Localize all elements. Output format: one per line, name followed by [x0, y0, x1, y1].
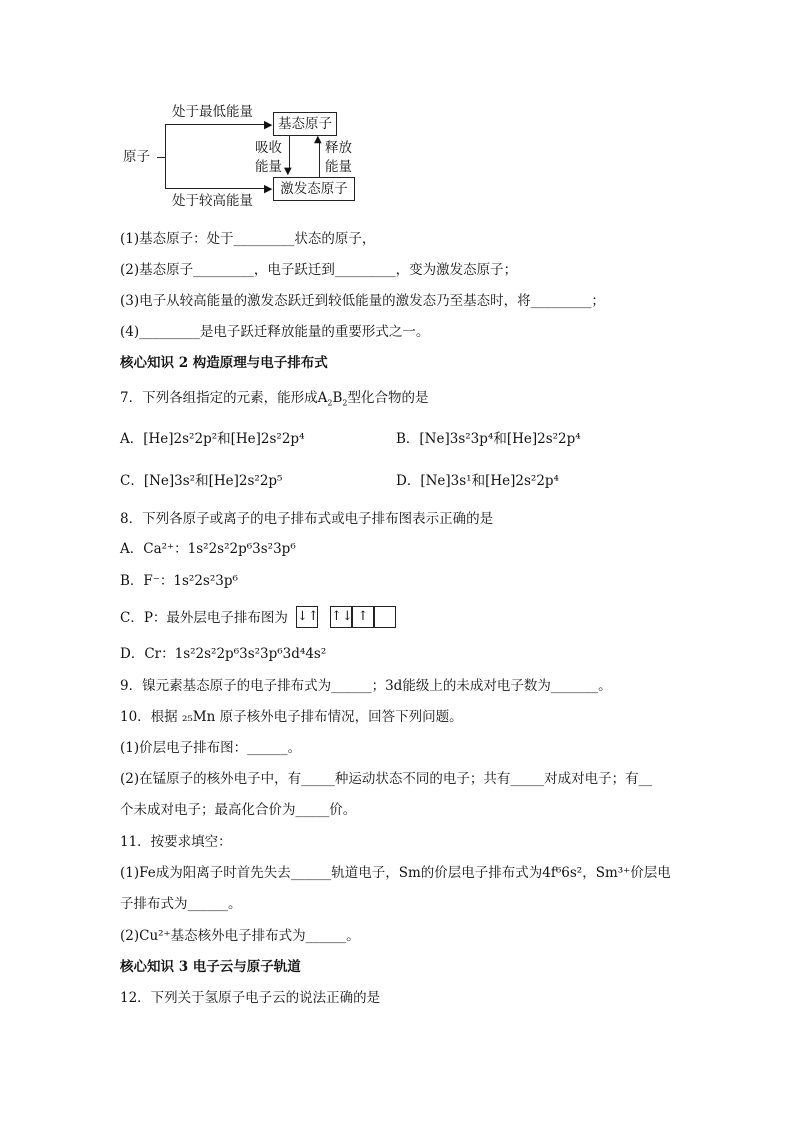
- q8-option-b: B．F⁻：1s²2s²3p⁶: [120, 573, 238, 589]
- q7-option-b: B．[Ne]3s²3p⁴和[He]2s²2p⁴: [396, 431, 581, 447]
- connector-top-line: [165, 124, 268, 125]
- q7-stem: [120, 390, 428, 408]
- section-3-title: 核心知识 3 电子云与原子轨道: [120, 959, 301, 975]
- diagram-bottom-label: 处于较高能量: [172, 193, 253, 209]
- q8-option-c: C．P：最外层电子排布图为: [120, 610, 288, 626]
- fill-in-4: (4)_________是电子跃迁释放能量的重要形式之一。: [120, 324, 430, 340]
- diagram-source-label: 原子: [123, 149, 150, 165]
- q7-option-c: C．[Ne]3s²和[He]2s²2p⁵: [120, 473, 283, 489]
- fill-in-1: (1)基态原子：处于_________状态的原子，: [120, 231, 376, 247]
- section-2-title: 核心知识 2 构造原理与电子排布式: [120, 355, 328, 371]
- fill-in-3: (3)电子从较高能量的激发态跃迁到较低能量的激发态乃至基态时，将_________；: [120, 293, 605, 309]
- q7-option-d: D．[Ne]3s¹和[He]2s²2p⁴: [396, 473, 559, 489]
- release-label-1: 释放: [325, 140, 352, 156]
- q8-option-a: A．Ca²⁺：1s²2s²2p⁶3s²3p⁶: [120, 541, 296, 557]
- ground-state-box: 基态原子: [273, 112, 337, 136]
- q7-sub-2: 2: [342, 398, 348, 408]
- q11-part-1b: 子排布式为______。: [120, 896, 242, 912]
- absorb-label-1: 吸收: [255, 140, 282, 156]
- connector-bottom-line: [165, 188, 268, 189]
- q10-stem: 10．根据 ₂₅Mn 原子核外电子排布情况，回答下列问题。: [120, 709, 463, 725]
- orbital-box-3p-1: ↑↓: [330, 606, 352, 628]
- orbital-box-3p-3: [374, 606, 396, 628]
- q7-sub-1: 2: [327, 398, 333, 408]
- release-label-2: 能量: [325, 159, 352, 175]
- q11-part-1a: (1)Fe成为阳离子时首先失去______轨道电子，Sm的价层电子排布式为4f⁶6s²，Sm³⁺价层电: [120, 865, 671, 881]
- orbital-box-3p-2: ↑: [352, 606, 374, 628]
- absorb-label-2: 能量: [255, 159, 282, 175]
- release-arrow-shaft: [319, 143, 320, 177]
- orbital-box-3s: ↓↑: [296, 606, 318, 628]
- arrow-to-ground-icon: ▶: [264, 118, 273, 131]
- q8-option-d: D．Cr：1s²2s²2p⁶3s²3p⁶3d⁴4s²: [120, 646, 327, 662]
- arrow-to-excited-icon: ▶: [264, 182, 273, 195]
- absorb-arrow-down-icon: ▼: [284, 166, 292, 177]
- q7-option-a: A．[He]2s²2p²和[He]2s²2p⁴: [120, 431, 305, 447]
- release-arrow-up-icon: ▲: [314, 134, 322, 145]
- q8-stem: 8．下列各原子或离子的电子排布式或电子排布图表示正确的是: [120, 511, 494, 527]
- q7-stem-after: 型化合物的是: [347, 390, 429, 406]
- connector-vertical: [165, 124, 166, 189]
- q10-part-2a: (2)在锰原子的核外电子中，有_____种运动状态不同的电子；共有_____对成对电子；有__: [120, 771, 653, 787]
- q12-stem: 12．下列关于氢原子电子云的说法正确的是: [120, 990, 381, 1006]
- diagram-top-label: 处于最低能量: [172, 104, 253, 120]
- q7-stem-before: 7．下列各组指定的元素，能形成A: [120, 390, 328, 406]
- fill-in-2: (2)基态原子_________，电子跃迁到_________，变为激发态原子；: [120, 262, 518, 278]
- q11-part-2: (2)Cu²⁺基态核外电子排布式为______。: [120, 928, 360, 944]
- excited-state-box: 激发态原子: [273, 177, 355, 201]
- q10-part-1: (1)价层电子排布图：______。: [120, 740, 302, 756]
- q11-stem: 11．按要求填空：: [120, 834, 232, 850]
- q10-part-2b: 个未成对电子；最高化合价为_____价。: [120, 802, 357, 818]
- q9: 9．镍元素基态原子的电子排布式为______；3d能级上的未成对电子数为_______。: [120, 678, 612, 694]
- q7-stem-mid: B: [332, 390, 343, 406]
